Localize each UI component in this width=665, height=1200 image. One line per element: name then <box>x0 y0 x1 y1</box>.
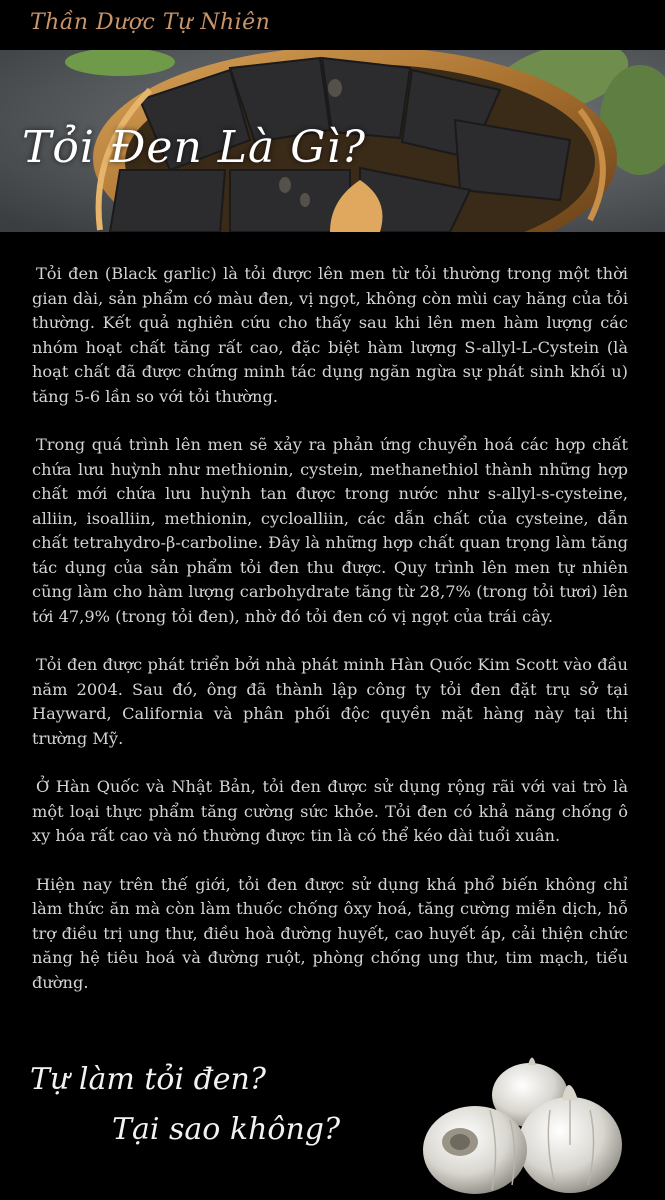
slogan-line-1: Tự làm tỏi đen? <box>30 1062 266 1097</box>
white-garlic-bulbs-icon <box>420 1050 650 1200</box>
top-bar <box>0 0 665 50</box>
article-paragraph-2: Trong quá trình lên men sẽ xảy ra phản ứng chuyển hoá các hợp chất chứa lưu huỳnh như methionin, cystein, methanethiol thành những hợp chất mới chứa lưu huỳnh tan được trong nước như s-allyl-s-cysteine, alliin, isoalliin, methionin, cycloalliin, các dẫn chất của cysteine, dẫn chất tetrahydro-β-carboline. Đây là những hợp chất quan trọng làm tăng tác dụng của sản phẩm tỏi đen thu được. Quy trình lên men tự nhiên cũng làm cho hàm lượng carbohydrate tăng từ 28,7% (trong tỏi tươi) lên tới 47,9% (trong tỏi đen), nhờ đó tỏi đen có vị ngọt của trái cây. <box>32 435 628 626</box>
hero-banner <box>0 50 665 232</box>
article-paragraph-1: Tỏi đen (Black garlic) là tỏi được lên men từ tỏi thường trong một thời gian dài, sản phẩm có màu đen, vị ngọt, không còn mùi cay hăng của tỏi thường. Kết quả nghiên cứu cho thấy sau khi lên men hàm lượng các nhóm hoạt chất tăng rất cao, đặc biệt hàm lượng S-allyl-L-Cystein (là hoạt chất đã được chứng minh tác dụng ngăn ngừa sự phát sinh khối u) tăng 5-6 lần so với tỏi thường. <box>32 264 628 406</box>
brand-title: Thần Dược Tự Nhiên <box>30 10 271 35</box>
article-body <box>32 262 628 1019</box>
hero-title: Tỏi Đen Là Gì? <box>22 122 367 173</box>
slogan-line-2: Tại sao không? <box>112 1112 341 1147</box>
article-paragraph-5: Hiện nay trên thế giới, tỏi đen được sử dụng khá phổ biến không chỉ làm thức ăn mà còn làm thuốc chống ôxy hoá, tăng cường miễn dịch, hỗ trợ điều trị ung thư, điều hoà đường huyết, cao huyết áp, cải thiện chức năng hệ tiêu hoá và đường ruột, phòng chống ung thư, tim mạch, tiểu đường. <box>32 874 628 992</box>
article-paragraph-4: Ở Hàn Quốc và Nhật Bản, tỏi đen được sử dụng rộng rãi với vai trò là một loại thực phẩm tăng cường sức khỏe. Tỏi đen có khả năng chống ô xy hóa rất cao và nó thường được tin là có thể kéo dài tuổi xuân. <box>32 777 628 845</box>
article-paragraph-3: Tỏi đen được phát triển bởi nhà phát minh Hàn Quốc Kim Scott vào đầu năm 2004. Sau đó, ông đã thành lập công ty tỏi đen đặt trụ sở tại Hayward, California và phân phối độc quyền mặt hàng này tại thị trường Mỹ. <box>32 655 628 748</box>
